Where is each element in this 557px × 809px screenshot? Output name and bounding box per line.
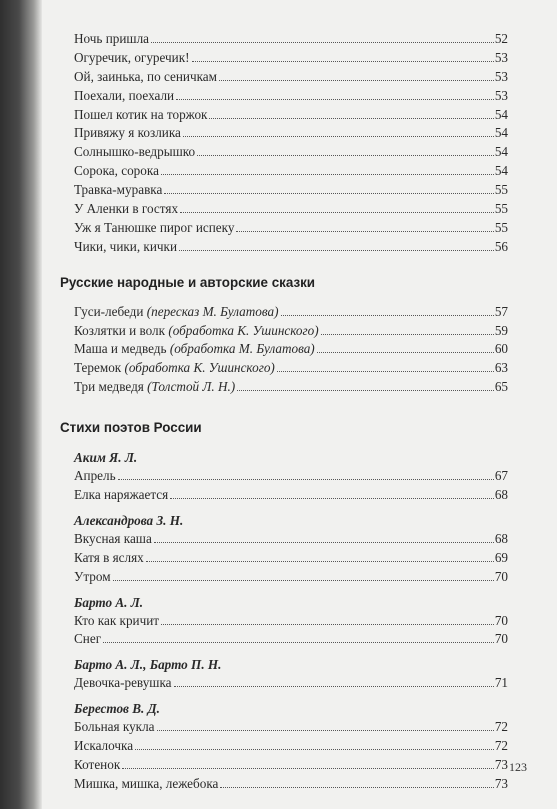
author-name: Барто А. Л., Барто П. Н. — [74, 657, 222, 673]
toc-entry[interactable]: Больная кукла 72 — [74, 719, 508, 735]
toc-entry[interactable]: Апрель 67 — [74, 468, 508, 484]
toc-entry[interactable]: Девочка-ревушка 71 — [74, 675, 508, 691]
author-name: Александрова З. Н. — [74, 512, 184, 528]
toc-entry[interactable]: Утром 70 — [74, 568, 508, 584]
toc-entry[interactable]: У Аленки в гостях 55 — [74, 201, 508, 217]
section-heading-fairy-tales: Русские народные и авторские сказки — [60, 274, 316, 290]
toc-entry[interactable]: Вкусная каша 68 — [74, 530, 508, 546]
toc-entry[interactable]: Привяжу я козлика 54 — [74, 125, 508, 141]
author-name: Берестов В. Д. — [74, 701, 160, 717]
toc-entry[interactable]: Мишка, мишка, лежебока 73 — [74, 775, 508, 791]
toc-group-fairy-tales — [74, 303, 508, 397]
toc-entry[interactable]: Маша и медведь (обработка М. Булатова) 60 — [74, 341, 508, 357]
toc-entry[interactable]: Кто как кричит 70 — [74, 612, 508, 628]
toc-entry[interactable]: Уж я Танюшке пирог испеку 55 — [74, 219, 508, 235]
toc-entry[interactable]: Козлятки и волк (обработка К. Ушинского) 59 — [74, 322, 508, 338]
toc-entry[interactable]: Поехали, поехали 53 — [74, 87, 508, 103]
toc-group-nursery-rhymes — [74, 30, 508, 257]
toc-entry[interactable]: Пошел котик на торжок 54 — [74, 106, 508, 122]
author-name: Аким Я. Л. — [74, 450, 138, 466]
toc-entry[interactable]: Теремок (обработка К. Ушинского) 63 — [74, 360, 508, 376]
toc-entry[interactable]: Огуречик, огуречик! 53 — [74, 49, 508, 65]
author-name: Барто А. Л. — [74, 594, 144, 610]
toc-group-poems — [74, 448, 508, 794]
toc-entry[interactable]: Три медведя (Толстой Л. Н.) 65 — [74, 379, 508, 395]
table-of-contents — [60, 30, 508, 794]
toc-entry[interactable]: Котенок 73 — [74, 757, 508, 773]
toc-entry[interactable]: Ой, заинька, по сеничкам 53 — [74, 68, 508, 84]
book-spine-shadow — [0, 0, 42, 809]
toc-entry[interactable]: Ночь пришла 52 — [74, 31, 508, 46]
section-heading-poems: Стихи поэтов России — [60, 420, 202, 436]
toc-entry[interactable]: Елка наряжается 68 — [74, 487, 508, 503]
toc-entry[interactable]: Чики, чики, кички 56 — [74, 238, 508, 254]
toc-entry[interactable]: Солнышко-ведрышко 54 — [74, 144, 508, 160]
page-number: 123 — [509, 760, 527, 774]
toc-entry[interactable]: Искалочка 72 — [74, 738, 508, 754]
toc-entry[interactable]: Сорока, сорока 54 — [74, 163, 508, 179]
toc-entry[interactable]: Снег 70 — [74, 631, 508, 647]
toc-entry[interactable]: Гуси-лебеди (пересказ М. Булатова) 57 — [74, 303, 508, 319]
toc-entry[interactable]: Катя в яслях 69 — [74, 549, 508, 565]
toc-entry[interactable]: Травка-муравка 55 — [74, 182, 508, 198]
